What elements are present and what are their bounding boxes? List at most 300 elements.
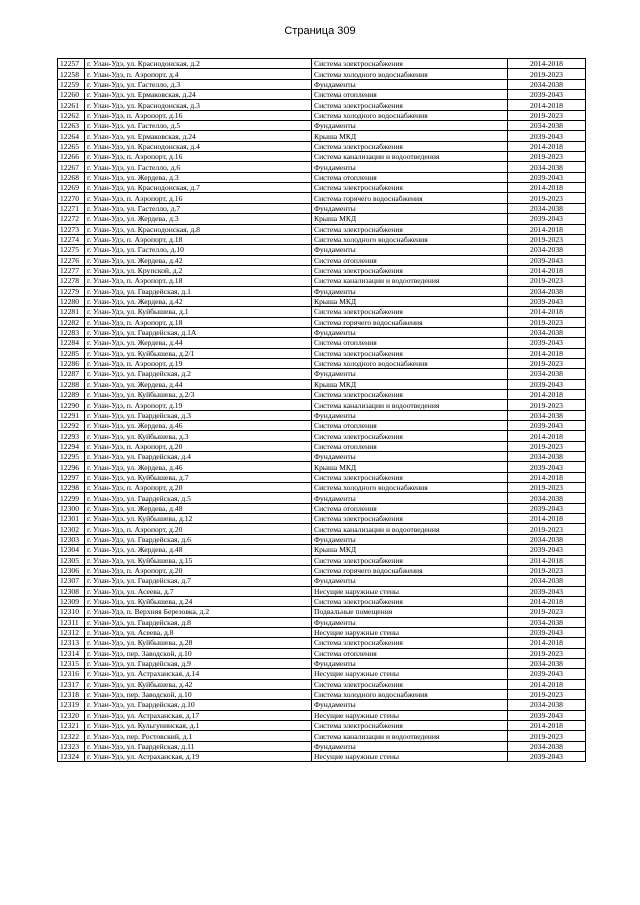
table-row xyxy=(58,286,586,296)
period-cell: 2014-2018 xyxy=(508,638,586,648)
address-cell: г. Улан-Удэ, ул. Гвардейская, д.1 xyxy=(85,286,312,296)
system-cell: Система горячего водоснабжения xyxy=(312,565,508,575)
address-cell: г. Улан-Удэ, ул. Жердева, д.42 xyxy=(85,296,312,306)
period-cell: 2014-2018 xyxy=(508,514,586,524)
row-number-cell: 12286 xyxy=(58,358,85,368)
system-cell: Несущие наружные стены xyxy=(312,627,508,637)
row-number-cell: 12257 xyxy=(58,59,85,69)
system-cell: Система холодного водоснабжения xyxy=(312,110,508,120)
system-cell: Система отопления xyxy=(312,648,508,658)
period-cell: 2019-2023 xyxy=(508,731,586,741)
period-cell: 2039-2043 xyxy=(508,627,586,637)
table-row xyxy=(58,79,586,89)
system-cell: Фундаменты xyxy=(312,286,508,296)
system-cell: Система канализации и водоотведения xyxy=(312,731,508,741)
period-cell: 2034-2038 xyxy=(508,245,586,255)
system-cell: Система электроснабжения xyxy=(312,638,508,648)
period-cell: 2014-2018 xyxy=(508,224,586,234)
system-cell: Несущие наружные стены xyxy=(312,669,508,679)
row-number-cell: 12267 xyxy=(58,162,85,172)
row-number-cell: 12320 xyxy=(58,710,85,720)
table-row xyxy=(58,69,586,79)
period-cell: 2039-2043 xyxy=(508,545,586,555)
period-cell: 2019-2023 xyxy=(508,607,586,617)
system-cell: Крыша МКД xyxy=(312,296,508,306)
row-number-cell: 12311 xyxy=(58,617,85,627)
period-cell: 2034-2038 xyxy=(508,286,586,296)
row-number-cell: 12278 xyxy=(58,276,85,286)
table-row xyxy=(58,379,586,389)
address-cell: г. Улан-Удэ, п. Аэропорт, д.16 xyxy=(85,110,312,120)
system-cell: Несущие наружные стены xyxy=(312,710,508,720)
address-cell: г. Улан-Удэ, п. Аэропорт, д.16 xyxy=(85,152,312,162)
row-number-cell: 12324 xyxy=(58,752,85,762)
address-cell: г. Улан-Удэ, ул. Жердева, д.44 xyxy=(85,379,312,389)
system-cell: Фундаменты xyxy=(312,493,508,503)
address-cell: г. Улан-Удэ, п. Аэропорт, д.19 xyxy=(85,358,312,368)
row-number-cell: 12270 xyxy=(58,193,85,203)
row-number-cell: 12275 xyxy=(58,245,85,255)
system-cell: Фундаменты xyxy=(312,617,508,627)
row-number-cell: 12318 xyxy=(58,689,85,699)
period-cell: 2039-2043 xyxy=(508,296,586,306)
period-cell: 2014-2018 xyxy=(508,183,586,193)
system-cell: Система электроснабжения xyxy=(312,265,508,275)
address-cell: г. Улан-Удэ, ул. Куйбышева, д.2/3 xyxy=(85,390,312,400)
table-row xyxy=(58,90,586,100)
row-number-cell: 12280 xyxy=(58,296,85,306)
system-cell: Система электроснабжения xyxy=(312,514,508,524)
address-cell: г. Улан-Удэ, п. Верхняя Березовка, д.2 xyxy=(85,607,312,617)
system-cell: Система электроснабжения xyxy=(312,224,508,234)
row-number-cell: 12289 xyxy=(58,390,85,400)
period-cell: 2014-2018 xyxy=(508,721,586,731)
period-cell: 2034-2038 xyxy=(508,493,586,503)
period-cell: 2014-2018 xyxy=(508,348,586,358)
period-cell: 2034-2038 xyxy=(508,741,586,751)
row-number-cell: 12263 xyxy=(58,121,85,131)
period-cell: 2014-2018 xyxy=(508,265,586,275)
system-cell: Система горячего водоснабжения xyxy=(312,317,508,327)
table-row xyxy=(58,265,586,275)
system-cell: Фундаменты xyxy=(312,327,508,337)
system-cell: Система электроснабжения xyxy=(312,348,508,358)
table-row xyxy=(58,390,586,400)
address-cell: г. Улан-Удэ, ул. Гастелло, д.7 xyxy=(85,203,312,213)
address-cell: г. Улан-Удэ, ул. Куйбышева, д.1 xyxy=(85,307,312,317)
system-cell: Крыша МКД xyxy=(312,131,508,141)
table-row xyxy=(58,752,586,762)
period-cell: 2034-2038 xyxy=(508,79,586,89)
system-cell: Система отопления xyxy=(312,255,508,265)
period-cell: 2014-2018 xyxy=(508,679,586,689)
system-cell: Крыша МКД xyxy=(312,462,508,472)
table-row xyxy=(58,369,586,379)
address-cell: г. Улан-Удэ, ул. Астраханская, д.17 xyxy=(85,710,312,720)
period-cell: 2039-2043 xyxy=(508,255,586,265)
address-cell: г. Улан-Удэ, п. Аэропорт, д.20 xyxy=(85,441,312,451)
system-cell: Система электроснабжения xyxy=(312,307,508,317)
table-row xyxy=(58,441,586,451)
period-cell: 2019-2023 xyxy=(508,234,586,244)
repair-schedule-table xyxy=(57,58,586,762)
address-cell: г. Улан-Удэ, ул. Гвардейская, д.8 xyxy=(85,617,312,627)
row-number-cell: 12295 xyxy=(58,452,85,462)
row-number-cell: 12258 xyxy=(58,69,85,79)
address-cell: г. Улан-Удэ, ул. Гвардейская, д.5 xyxy=(85,493,312,503)
address-cell: г. Улан-Удэ, ул. Гастелло, д.3 xyxy=(85,79,312,89)
address-cell: г. Улан-Удэ, ул. Жердева, д.3 xyxy=(85,214,312,224)
table-row xyxy=(58,741,586,751)
row-number-cell: 12306 xyxy=(58,565,85,575)
period-cell: 2034-2038 xyxy=(508,203,586,213)
system-cell: Фундаменты xyxy=(312,576,508,586)
period-cell: 2019-2023 xyxy=(508,524,586,534)
row-number-cell: 12292 xyxy=(58,421,85,431)
period-cell: 2034-2038 xyxy=(508,121,586,131)
row-number-cell: 12291 xyxy=(58,410,85,420)
period-cell: 2019-2023 xyxy=(508,441,586,451)
period-cell: 2034-2038 xyxy=(508,534,586,544)
table-row xyxy=(58,338,586,348)
address-cell: г. Улан-Удэ, ул. Жердева, д.46 xyxy=(85,421,312,431)
system-cell: Фундаменты xyxy=(312,245,508,255)
system-cell: Система холодного водоснабжения xyxy=(312,69,508,79)
table-row xyxy=(58,627,586,637)
period-cell: 2019-2023 xyxy=(508,483,586,493)
system-cell: Фундаменты xyxy=(312,658,508,668)
address-cell: г. Улан-Удэ, ул. Жердева, д.46 xyxy=(85,462,312,472)
system-cell: Фундаменты xyxy=(312,162,508,172)
table-row xyxy=(58,234,586,244)
system-cell: Система холодного водоснабжения xyxy=(312,689,508,699)
system-cell: Система электроснабжения xyxy=(312,679,508,689)
period-cell: 2019-2023 xyxy=(508,193,586,203)
period-cell: 2039-2043 xyxy=(508,752,586,762)
address-cell: г. Улан-Удэ, ул. Жердева, д.3 xyxy=(85,172,312,182)
system-cell: Фундаменты xyxy=(312,410,508,420)
row-number-cell: 12313 xyxy=(58,638,85,648)
system-cell: Система электроснабжения xyxy=(312,183,508,193)
table-row xyxy=(58,255,586,265)
row-number-cell: 12323 xyxy=(58,741,85,751)
period-cell: 2019-2023 xyxy=(508,358,586,368)
row-number-cell: 12271 xyxy=(58,203,85,213)
address-cell: г. Улан-Удэ, ул. Гвардейская, д.9 xyxy=(85,658,312,668)
row-number-cell: 12272 xyxy=(58,214,85,224)
system-cell: Система отопления xyxy=(312,421,508,431)
address-cell: г. Улан-Удэ, ул. Гвардейская, д.3 xyxy=(85,410,312,420)
table-row xyxy=(58,679,586,689)
period-cell: 2019-2023 xyxy=(508,317,586,327)
system-cell: Система электроснабжения xyxy=(312,555,508,565)
period-cell: 2039-2043 xyxy=(508,90,586,100)
address-cell: г. Улан-Удэ, ул. Краснодонская, д.3 xyxy=(85,100,312,110)
table-row xyxy=(58,358,586,368)
row-number-cell: 12268 xyxy=(58,172,85,182)
period-cell: 2014-2018 xyxy=(508,307,586,317)
table-row xyxy=(58,586,586,596)
system-cell: Фундаменты xyxy=(312,203,508,213)
period-cell: 2019-2023 xyxy=(508,400,586,410)
table-row xyxy=(58,607,586,617)
system-cell: Система отопления xyxy=(312,172,508,182)
period-cell: 2039-2043 xyxy=(508,214,586,224)
table-row xyxy=(58,245,586,255)
address-cell: г. Улан-Удэ, пер. Заводской, д.10 xyxy=(85,648,312,658)
table-row xyxy=(58,152,586,162)
address-cell: г. Улан-Удэ, п. Аэропорт, д.20 xyxy=(85,483,312,493)
address-cell: г. Улан-Удэ, ул. Гастелло, д.5 xyxy=(85,121,312,131)
table-row xyxy=(58,721,586,731)
row-number-cell: 12264 xyxy=(58,131,85,141)
table-row xyxy=(58,524,586,534)
table-row xyxy=(58,700,586,710)
row-number-cell: 12288 xyxy=(58,379,85,389)
period-cell: 2039-2043 xyxy=(508,669,586,679)
row-number-cell: 12319 xyxy=(58,700,85,710)
row-number-cell: 12281 xyxy=(58,307,85,317)
row-number-cell: 12307 xyxy=(58,576,85,586)
row-number-cell: 12321 xyxy=(58,721,85,731)
table-row xyxy=(58,493,586,503)
table-row xyxy=(58,317,586,327)
table-row xyxy=(58,162,586,172)
address-cell: г. Улан-Удэ, п. Аэропорт, д.16 xyxy=(85,193,312,203)
address-cell: г. Улан-Удэ, ул. Астраханская, д.19 xyxy=(85,752,312,762)
period-cell: 2014-2018 xyxy=(508,141,586,151)
row-number-cell: 12298 xyxy=(58,483,85,493)
row-number-cell: 12300 xyxy=(58,503,85,513)
address-cell: г. Улан-Удэ, ул. Гвардейская, д.10 xyxy=(85,700,312,710)
row-number-cell: 12285 xyxy=(58,348,85,358)
table-row xyxy=(58,224,586,234)
table-row xyxy=(58,669,586,679)
row-number-cell: 12277 xyxy=(58,265,85,275)
page-title: Страница 309 xyxy=(284,25,356,37)
row-number-cell: 12310 xyxy=(58,607,85,617)
row-number-cell: 12301 xyxy=(58,514,85,524)
row-number-cell: 12297 xyxy=(58,472,85,482)
table-row xyxy=(58,203,586,213)
system-cell: Крыша МКД xyxy=(312,214,508,224)
table-row xyxy=(58,576,586,586)
address-cell: г. Улан-Удэ, ул. Крупской, д.2 xyxy=(85,265,312,275)
period-cell: 2039-2043 xyxy=(508,131,586,141)
table-row xyxy=(58,431,586,441)
system-cell: Фундаменты xyxy=(312,369,508,379)
row-number-cell: 12294 xyxy=(58,441,85,451)
table-row xyxy=(58,503,586,513)
table-row xyxy=(58,658,586,668)
system-cell: Система электроснабжения xyxy=(312,59,508,69)
period-cell: 2014-2018 xyxy=(508,59,586,69)
table-row xyxy=(58,296,586,306)
system-cell: Система канализации и водоотведения xyxy=(312,276,508,286)
address-cell: г. Улан-Удэ, ул. Асеева, д.7 xyxy=(85,586,312,596)
address-cell: г. Улан-Удэ, ул. Куйбышева, д.28 xyxy=(85,638,312,648)
address-cell: г. Улан-Удэ, ул. Куйбышева, д.15 xyxy=(85,555,312,565)
address-cell: г. Улан-Удэ, ул. Краснодонская, д.4 xyxy=(85,141,312,151)
address-cell: г. Улан-Удэ, ул. Гвардейская, д.6 xyxy=(85,534,312,544)
row-number-cell: 12317 xyxy=(58,679,85,689)
table-row xyxy=(58,596,586,606)
table-row xyxy=(58,638,586,648)
row-number-cell: 12276 xyxy=(58,255,85,265)
system-cell: Фундаменты xyxy=(312,700,508,710)
table-row xyxy=(58,327,586,337)
address-cell: г. Улан-Удэ, ул. Гвардейская, д.11 xyxy=(85,741,312,751)
address-cell: г. Улан-Удэ, ул. Гвардейская, д.7 xyxy=(85,576,312,586)
table-row xyxy=(58,172,586,182)
period-cell: 2019-2023 xyxy=(508,69,586,79)
period-cell: 2039-2043 xyxy=(508,462,586,472)
system-cell: Несущие наружные стены xyxy=(312,752,508,762)
row-number-cell: 12296 xyxy=(58,462,85,472)
table-row xyxy=(58,276,586,286)
row-number-cell: 12305 xyxy=(58,555,85,565)
table-row xyxy=(58,648,586,658)
system-cell: Система электроснабжения xyxy=(312,100,508,110)
table-row xyxy=(58,689,586,699)
table-row xyxy=(58,410,586,420)
period-cell: 2034-2038 xyxy=(508,576,586,586)
row-number-cell: 12315 xyxy=(58,658,85,668)
system-cell: Фундаменты xyxy=(312,534,508,544)
address-cell: г. Улан-Удэ, ул. Гвардейская, д.1А xyxy=(85,327,312,337)
system-cell: Крыша МКД xyxy=(312,545,508,555)
row-number-cell: 12261 xyxy=(58,100,85,110)
row-number-cell: 12274 xyxy=(58,234,85,244)
period-cell: 2034-2038 xyxy=(508,162,586,172)
system-cell: Система отопления xyxy=(312,90,508,100)
table-row xyxy=(58,565,586,575)
row-number-cell: 12260 xyxy=(58,90,85,100)
period-cell: 2034-2038 xyxy=(508,658,586,668)
system-cell: Система электроснабжения xyxy=(312,431,508,441)
system-cell: Система электроснабжения xyxy=(312,721,508,731)
row-number-cell: 12262 xyxy=(58,110,85,120)
row-number-cell: 12309 xyxy=(58,596,85,606)
address-cell: г. Улан-Удэ, п. Аэропорт, д.18 xyxy=(85,234,312,244)
address-cell: г. Улан-Удэ, ул. Куйбышева, д.3 xyxy=(85,431,312,441)
system-cell: Крыша МКД xyxy=(312,379,508,389)
address-cell: г. Улан-Удэ, ул. Ермаковская, д.24 xyxy=(85,131,312,141)
address-cell: г. Улан-Удэ, ул. Жердева, д.48 xyxy=(85,503,312,513)
row-number-cell: 12287 xyxy=(58,369,85,379)
system-cell: Система электроснабжения xyxy=(312,596,508,606)
system-cell: Подвальные помещения xyxy=(312,607,508,617)
table-row xyxy=(58,483,586,493)
row-number-cell: 12283 xyxy=(58,327,85,337)
table-row xyxy=(58,110,586,120)
address-cell: г. Улан-Удэ, ул. Куйбышева, д.42 xyxy=(85,679,312,689)
row-number-cell: 12314 xyxy=(58,648,85,658)
table-row xyxy=(58,555,586,565)
address-cell: г. Улан-Удэ, ул. Жердева, д.44 xyxy=(85,338,312,348)
system-cell: Несущие наружные стены xyxy=(312,586,508,596)
table-row xyxy=(58,710,586,720)
table-row xyxy=(58,731,586,741)
row-number-cell: 12269 xyxy=(58,183,85,193)
system-cell: Система канализации и водоотведения xyxy=(312,524,508,534)
table-row xyxy=(58,462,586,472)
period-cell: 2039-2043 xyxy=(508,503,586,513)
row-number-cell: 12273 xyxy=(58,224,85,234)
period-cell: 2034-2038 xyxy=(508,369,586,379)
system-cell: Фундаменты xyxy=(312,79,508,89)
address-cell: г. Улан-Удэ, ул. Жердева, д.42 xyxy=(85,255,312,265)
row-number-cell: 12279 xyxy=(58,286,85,296)
system-cell: Система канализации и водоотведения xyxy=(312,152,508,162)
address-cell: г. Улан-Удэ, ул. Гастелло, д.10 xyxy=(85,245,312,255)
period-cell: 2014-2018 xyxy=(508,431,586,441)
row-number-cell: 12322 xyxy=(58,731,85,741)
address-cell: г. Улан-Удэ, пер. Заводской, д.10 xyxy=(85,689,312,699)
system-cell: Система электроснабжения xyxy=(312,390,508,400)
period-cell: 2039-2043 xyxy=(508,421,586,431)
period-cell: 2019-2023 xyxy=(508,152,586,162)
table-row xyxy=(58,121,586,131)
period-cell: 2019-2023 xyxy=(508,276,586,286)
system-cell: Система электроснабжения xyxy=(312,141,508,151)
row-number-cell: 12312 xyxy=(58,627,85,637)
period-cell: 2034-2038 xyxy=(508,700,586,710)
address-cell: г. Улан-Удэ, п. Аэропорт, д.20 xyxy=(85,565,312,575)
row-number-cell: 12302 xyxy=(58,524,85,534)
period-cell: 2039-2043 xyxy=(508,338,586,348)
table-row xyxy=(58,59,586,69)
table-row xyxy=(58,421,586,431)
row-number-cell: 12290 xyxy=(58,400,85,410)
period-cell: 2034-2038 xyxy=(508,327,586,337)
row-number-cell: 12304 xyxy=(58,545,85,555)
row-number-cell: 12299 xyxy=(58,493,85,503)
period-cell: 2014-2018 xyxy=(508,596,586,606)
table-row xyxy=(58,617,586,627)
address-cell: г. Улан-Удэ, ул. Краснодонская, д.2 xyxy=(85,59,312,69)
system-cell: Система холодного водоснабжения xyxy=(312,483,508,493)
period-cell: 2034-2038 xyxy=(508,452,586,462)
system-cell: Фундаменты xyxy=(312,452,508,462)
address-cell: г. Улан-Удэ, ул. Жердева, д.48 xyxy=(85,545,312,555)
address-cell: г. Улан-Удэ, пер. Ростовский, д.1 xyxy=(85,731,312,741)
address-cell: г. Улан-Удэ, ул. Кульгунинская, д.1 xyxy=(85,721,312,731)
period-cell: 2039-2043 xyxy=(508,586,586,596)
row-number-cell: 12293 xyxy=(58,431,85,441)
address-cell: г. Улан-Удэ, п. Аэропорт, д.19 xyxy=(85,400,312,410)
system-cell: Фундаменты xyxy=(312,741,508,751)
system-cell: Система отопления xyxy=(312,503,508,513)
table-row xyxy=(58,131,586,141)
table-row xyxy=(58,514,586,524)
address-cell: г. Улан-Удэ, ул. Краснодонская, д.7 xyxy=(85,183,312,193)
address-cell: г. Улан-Удэ, ул. Астраханская, д.14 xyxy=(85,669,312,679)
period-cell: 2039-2043 xyxy=(508,172,586,182)
table-row xyxy=(58,348,586,358)
period-cell: 2014-2018 xyxy=(508,390,586,400)
period-cell: 2019-2023 xyxy=(508,689,586,699)
address-cell: г. Улан-Удэ, п. Аэропорт, д.18 xyxy=(85,276,312,286)
period-cell: 2019-2023 xyxy=(508,565,586,575)
address-cell: г. Улан-Удэ, ул. Ермаковская, д.24 xyxy=(85,90,312,100)
address-cell: г. Улан-Удэ, ул. Гвардейская, д.4 xyxy=(85,452,312,462)
period-cell: 2039-2043 xyxy=(508,710,586,720)
address-cell: г. Улан-Удэ, ул. Куйбышева, д.7 xyxy=(85,472,312,482)
address-cell: г. Улан-Удэ, ул. Краснодонская, д.8 xyxy=(85,224,312,234)
address-cell: г. Улан-Удэ, ул. Гвардейская, д.2 xyxy=(85,369,312,379)
table-row xyxy=(58,400,586,410)
